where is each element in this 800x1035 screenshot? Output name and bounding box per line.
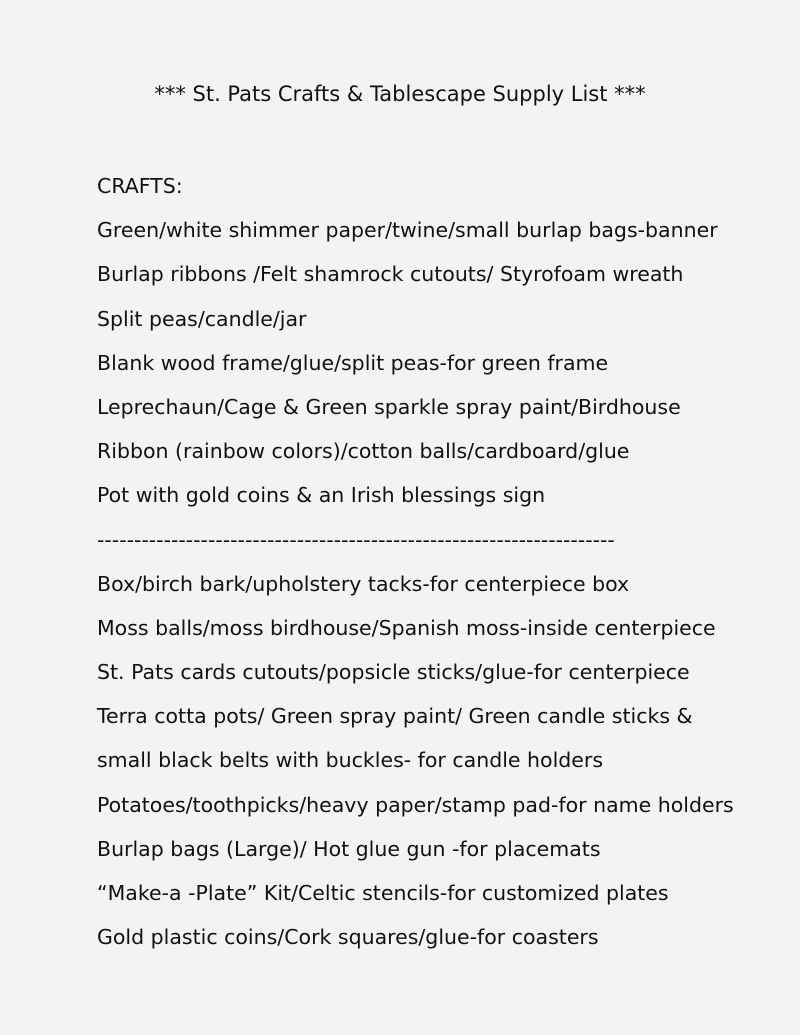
list-item: Green/white shimmer paper/twine/small burlap bags-banner [97, 218, 718, 243]
list-item: “Make-a -Plate” Kit/Celtic stencils-for customized plates [97, 881, 669, 905]
list-item: Moss balls/moss birdhouse/Spanish moss-inside centerpiece [97, 615, 716, 640]
list-item: Box/birch bark/upholstery tacks-for centerpiece box [97, 571, 630, 596]
list-item: small black belts with buckles- for candle holders [97, 748, 603, 773]
list-item: Ribbon (rainbow colors)/cotton balls/cardboard/glue [97, 439, 630, 464]
list-item: Gold plastic coins/Cork squares/glue-for coasters [97, 925, 599, 950]
list-item: Terra cotta pots/ Green spray paint/ Green candle sticks & [97, 704, 693, 729]
document-title: *** St. Pats Crafts & Tablescape Supply List *** [154, 82, 646, 106]
divider-line: ---------------------------------------------------------------------- [97, 527, 615, 552]
supply-list [97, 170, 787, 965]
list-item: Leprechaun/Cage & Green sparkle spray paint/Birdhouse [97, 394, 681, 419]
list-item: Pot with gold coins & an Irish blessings sign [97, 483, 546, 508]
list-item: Blank wood frame/glue/split peas-for green frame [97, 350, 609, 375]
section-heading-crafts: CRAFTS: [97, 174, 183, 198]
list-item: Burlap ribbons /Felt shamrock cutouts/ Styrofoam wreath [97, 262, 684, 287]
list-item: Potatoes/toothpicks/heavy paper/stamp pad-for name holders [97, 792, 734, 817]
list-item: St. Pats cards cutouts/popsicle sticks/glue-for centerpiece [97, 660, 690, 685]
list-item: Burlap bags (Large)/ Hot glue gun -for placemats [97, 836, 601, 861]
list-item: Split peas/candle/jar [97, 306, 307, 331]
